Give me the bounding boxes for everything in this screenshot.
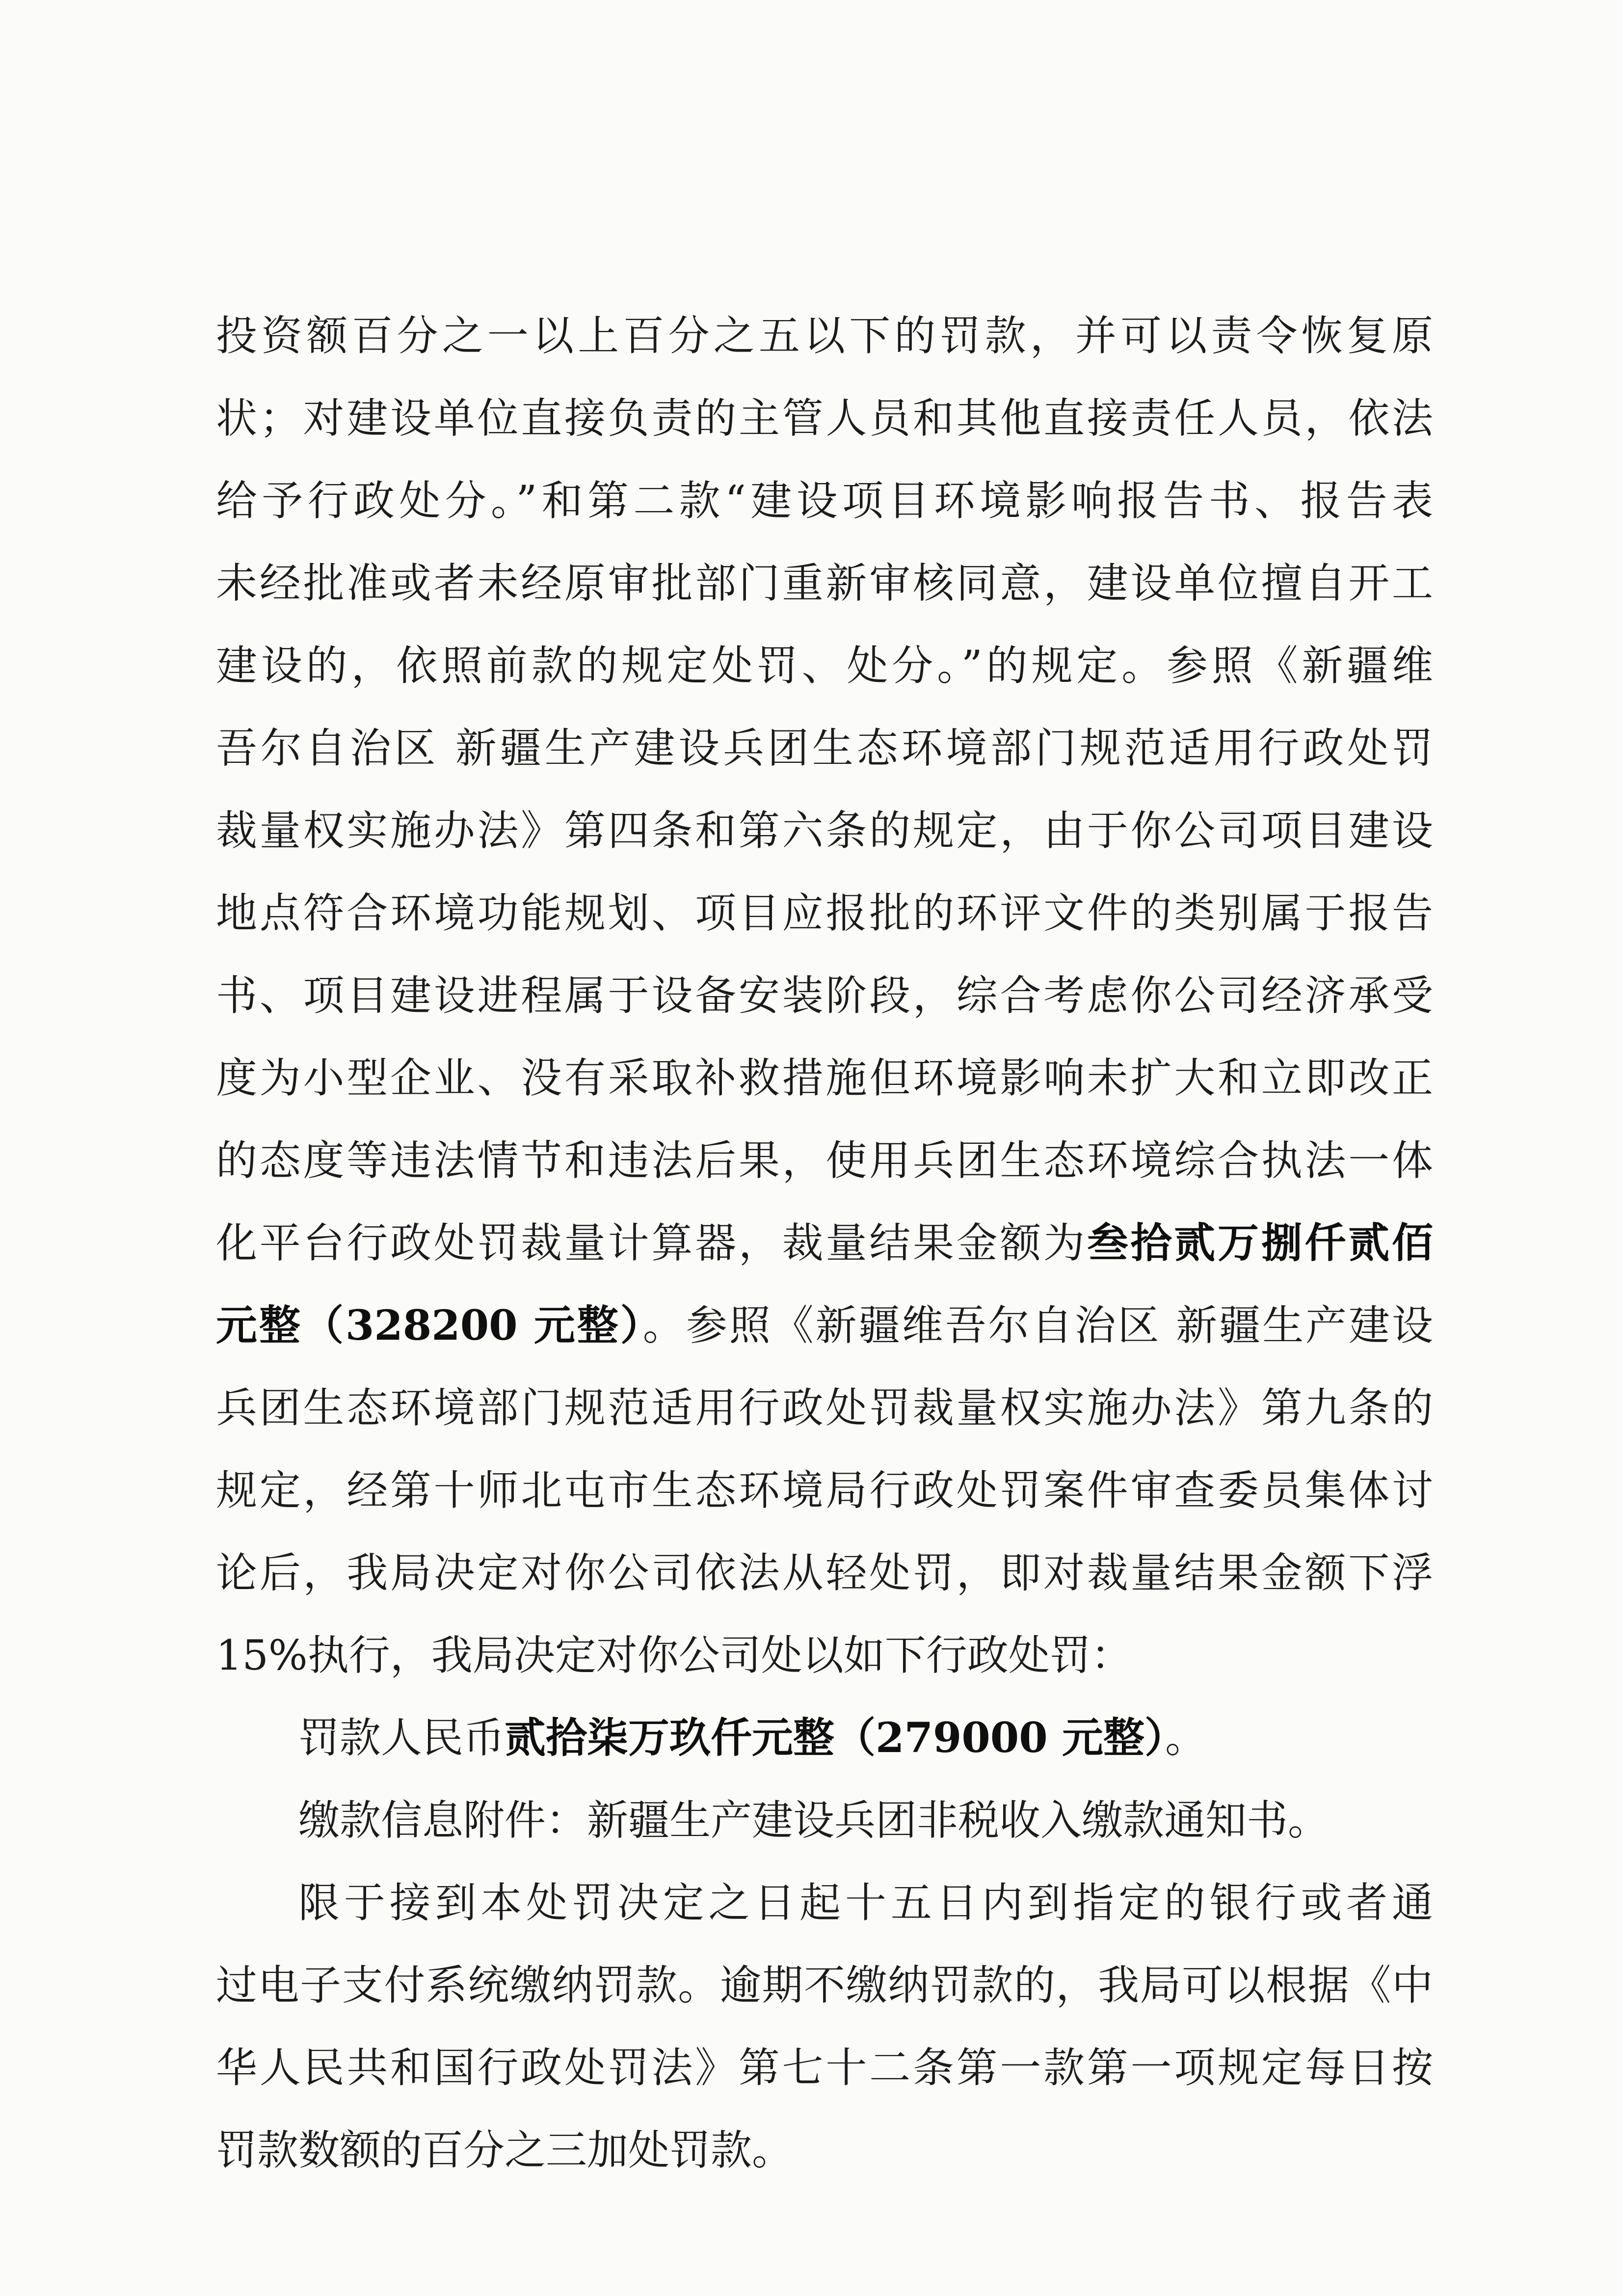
- payment-line: 过电子支付系统缴纳罚款。逾期不缴纳罚款的，我局可以根据《中: [216, 1961, 1433, 2009]
- body-line: 建设的，依照前款的规定处罚、处分。”的规定。参照《新疆维: [216, 642, 1433, 690]
- fine-amount: 贰拾柒万玖仟元整（279000 元整）: [505, 1713, 1165, 1762]
- payment-line: 限于接到本处罚决定之日起十五日内到指定的银行或者通: [298, 1879, 1433, 1927]
- body-line: 兵团生态环境部门规范适用行政处罚裁量权实施办法》第九条的: [216, 1384, 1433, 1432]
- body-line-with-amount: [216, 1284, 1433, 1367]
- fine-line: [216, 1697, 1433, 1779]
- fine-suffix: 。: [1165, 1714, 1206, 1762]
- body-line: 地点符合环境功能规划、项目应报批的环评文件的类别属于报告: [216, 889, 1433, 937]
- body-line: 投资额百分之一以上百分之五以下的罚款，并可以责令恢复原: [216, 312, 1433, 360]
- body-line: 状；对建设单位直接负责的主管人员和其他直接责任人员，依法: [216, 394, 1433, 442]
- body-line: 度为小型企业、没有采取补救措施但环境影响未扩大和立即改正: [216, 1054, 1433, 1102]
- body-line: 裁量权实施办法》第四条和第六条的规定，由于你公司项目建设: [216, 807, 1433, 855]
- body-line-with-amount: [216, 1202, 1433, 1284]
- body-text: 化平台行政处罚裁量计算器，裁量结果金额为: [216, 1219, 1087, 1267]
- body-line: 书、项目建设进程属于设备安装阶段，综合考虑你公司经济承受: [216, 972, 1433, 1020]
- body-line: 15%执行，我局决定对你公司处以如下行政处罚：: [216, 1631, 1132, 1679]
- attachment-line: 缴款信息附件：新疆生产建设兵团非税收入缴款通知书。: [298, 1796, 1330, 1844]
- body-line: 吾尔自治区 新疆生产建设兵团生态环境部门规范适用行政处罚: [216, 724, 1433, 772]
- document-body: [216, 295, 1433, 2191]
- payment-line: 华人民共和国行政处罚法》第七十二条第一款第一项规定每日按: [216, 2044, 1433, 2092]
- body-line: 未经批准或者未经原审批部门重新审核同意，建设单位擅自开工: [216, 559, 1433, 607]
- payment-line: 罚款数额的百分之三加处罚款。: [216, 2126, 794, 2174]
- body-line: 给予行政处分。”和第二款“建设项目环境影响报告书、报告表: [216, 477, 1433, 525]
- discretion-amount-chinese: 叁拾贰万捌仟贰佰: [1087, 1218, 1433, 1267]
- body-text: 。参照《新疆维吾尔自治区 新疆生产建设: [642, 1301, 1433, 1350]
- body-line: 的态度等违法情节和违法后果，使用兵团生态环境综合执法一体: [216, 1136, 1433, 1185]
- fine-prefix: 罚款人民币: [298, 1714, 505, 1762]
- body-line: 规定，经第十师北屯市生态环境局行政处罚案件审查委员集体讨: [216, 1466, 1433, 1514]
- body-line: 论后，我局决定对你公司依法从轻处罚，即对裁量结果金额下浮: [216, 1549, 1433, 1597]
- discretion-amount-figure: 元整（328200 元整）: [216, 1301, 643, 1350]
